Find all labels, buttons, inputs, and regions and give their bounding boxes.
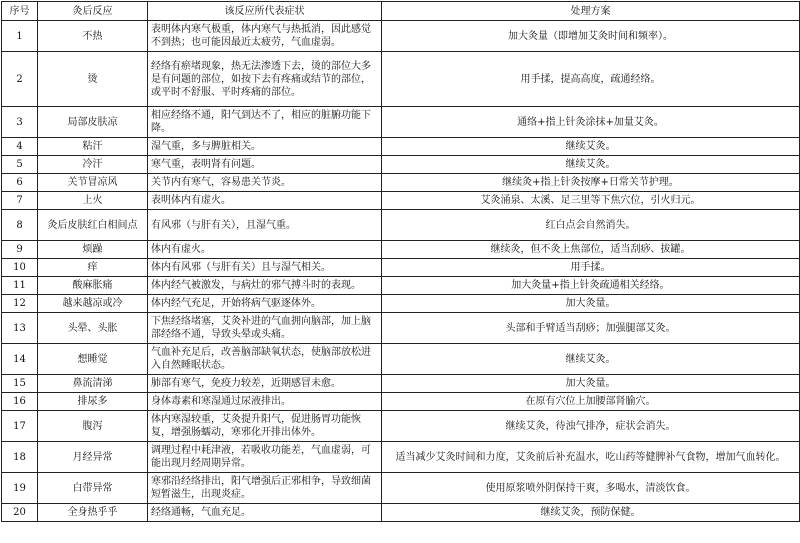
row-symptom: 肺部有寒气，免疫力较差，近期感冒未愈。 — [148, 375, 382, 393]
row-index: 13 — [2, 313, 38, 344]
row-symptom: 体内有风邪（与肝有关）且与湿气相关。 — [148, 259, 382, 277]
row-treatment: 用手揉，提高高度，疏通经络。 — [382, 52, 800, 107]
table-row — [2, 21, 800, 52]
row-symptom: 体内经气充足，开始将病气驱逐体外。 — [148, 295, 382, 313]
table-row — [2, 156, 800, 174]
row-symptom: 体内有虚火。 — [148, 241, 382, 259]
table-row — [2, 52, 800, 107]
table-row — [2, 411, 800, 442]
row-index: 11 — [2, 277, 38, 295]
row-treatment: 在原有穴位上加腰部肾腧穴。 — [382, 393, 800, 411]
row-treatment: 继续艾灸。 — [382, 138, 800, 156]
row-reaction: 上火 — [38, 192, 148, 210]
row-index: 5 — [2, 156, 38, 174]
row-index: 18 — [2, 442, 38, 473]
header-reaction: 灸后反应 — [38, 2, 148, 21]
row-reaction: 烫 — [38, 52, 148, 107]
header-treatment: 处理方案 — [382, 2, 800, 21]
table-row — [2, 107, 800, 138]
row-treatment: 适当减少艾灸时间和力度，艾灸前后补充温水，吃山药等健脾补气食物，增加气血转化。 — [382, 442, 800, 473]
row-treatment: 加大灸量+指上针灸疏通相关经络。 — [382, 277, 800, 295]
row-symptom: 调理过程中耗津液，若吸收功能差，气血虚弱，可能出现月经周期异常。 — [148, 442, 382, 473]
table-row — [2, 259, 800, 277]
row-symptom: 气血补充足后，改善脑部缺氧状态，使脑部放松进入自然睡眠状态。 — [148, 344, 382, 375]
row-treatment: 继续灸，但不灸上焦部位，适当刮痧、拔罐。 — [382, 241, 800, 259]
table-row — [2, 504, 800, 522]
table-row — [2, 192, 800, 210]
row-reaction: 痒 — [38, 259, 148, 277]
row-index: 15 — [2, 375, 38, 393]
table-row — [2, 277, 800, 295]
row-reaction: 关节冒凉风 — [38, 174, 148, 192]
table-row — [2, 375, 800, 393]
row-index: 19 — [2, 473, 38, 504]
row-reaction: 烦躁 — [38, 241, 148, 259]
row-index: 7 — [2, 192, 38, 210]
row-symptom: 下焦经络堵塞，艾灸补进的气血拥向脑部，加上脑部经络不通，导致头晕或头痛。 — [148, 313, 382, 344]
row-index: 12 — [2, 295, 38, 313]
row-treatment: 继续艾灸，预防保健。 — [382, 504, 800, 522]
row-reaction: 腹泻 — [38, 411, 148, 442]
row-reaction: 鼻流清涕 — [38, 375, 148, 393]
row-index: 1 — [2, 21, 38, 52]
row-symptom: 寒邪沿经络排出，阳气增强后正邪相争，导致细菌短暂滋生，出现炎症。 — [148, 473, 382, 504]
row-index: 4 — [2, 138, 38, 156]
header-index: 序号 — [2, 2, 38, 21]
row-index: 2 — [2, 52, 38, 107]
table-row — [2, 210, 800, 241]
table-header-row — [2, 2, 800, 21]
row-symptom: 身体毒素和寒湿通过尿液排出。 — [148, 393, 382, 411]
row-treatment: 艾灸涌泉、太溪、足三里等下焦穴位，引火归元。 — [382, 192, 800, 210]
row-symptom: 经络通畅，气血充足。 — [148, 504, 382, 522]
row-reaction: 冷汗 — [38, 156, 148, 174]
row-index: 6 — [2, 174, 38, 192]
table-row — [2, 138, 800, 156]
row-treatment: 头部和手臂适当刮痧；加强腿部艾灸。 — [382, 313, 800, 344]
row-reaction: 酸麻胀痛 — [38, 277, 148, 295]
row-index: 3 — [2, 107, 38, 138]
row-reaction: 头晕、头胀 — [38, 313, 148, 344]
table-row — [2, 344, 800, 375]
row-reaction: 月经异常 — [38, 442, 148, 473]
row-reaction: 越来越凉或冷 — [38, 295, 148, 313]
row-symptom: 体内经气被激发，与病灶的邪气搏斗时的表现。 — [148, 277, 382, 295]
row-treatment: 继续艾灸，待浊气排净，症状会消失。 — [382, 411, 800, 442]
row-treatment: 使用原浆喷外阴保持干爽，多喝水，清淡饮食。 — [382, 473, 800, 504]
row-reaction: 排尿多 — [38, 393, 148, 411]
row-symptom: 寒气重，表明肾有问题。 — [148, 156, 382, 174]
row-index: 20 — [2, 504, 38, 522]
row-treatment: 加大灸量。 — [382, 295, 800, 313]
row-reaction: 想睡觉 — [38, 344, 148, 375]
row-reaction: 白带异常 — [38, 473, 148, 504]
row-treatment: 加大灸量。 — [382, 375, 800, 393]
row-index: 16 — [2, 393, 38, 411]
row-reaction: 灸后皮肤红白相间点 — [38, 210, 148, 241]
row-reaction: 不热 — [38, 21, 148, 52]
row-reaction: 局部皮肤凉 — [38, 107, 148, 138]
table-row — [2, 295, 800, 313]
row-index: 14 — [2, 344, 38, 375]
row-reaction: 粘汗 — [38, 138, 148, 156]
row-index: 17 — [2, 411, 38, 442]
row-symptom: 表明体内寒气极重，体内寒气与热抵消，因此感觉不到热；也可能因最近太疲劳，气血虚弱。 — [148, 21, 382, 52]
row-treatment: 继续灸+指上针灸按摩+日常关节护理。 — [382, 174, 800, 192]
header-symptom: 该反应所代表症状 — [148, 2, 382, 21]
row-index: 10 — [2, 259, 38, 277]
row-index: 9 — [2, 241, 38, 259]
row-treatment: 加大灸量（即增加艾灸时间和频率）。 — [382, 21, 800, 52]
table-row — [2, 313, 800, 344]
row-symptom: 相应经络不通，阳气到达不了，相应的脏腑功能下降。 — [148, 107, 382, 138]
row-treatment: 继续艾灸。 — [382, 156, 800, 174]
moxibustion-reaction-table — [1, 1, 800, 522]
row-symptom: 表明体内有虚火。 — [148, 192, 382, 210]
table-row — [2, 473, 800, 504]
row-treatment: 继续艾灸。 — [382, 344, 800, 375]
row-reaction: 全身热乎乎 — [38, 504, 148, 522]
row-treatment: 用手揉。 — [382, 259, 800, 277]
row-symptom: 关节内有寒气，容易患关节炎。 — [148, 174, 382, 192]
table-row — [2, 393, 800, 411]
row-index: 8 — [2, 210, 38, 241]
row-symptom: 湿气重，多与脾脏相关。 — [148, 138, 382, 156]
table-row — [2, 174, 800, 192]
row-symptom: 经络有瘀堵现象，热无法渗透下去，烫的部位大多是有问题的部位，如按下去有疼痛或结节的部位，或平时不舒服、平时疼痛的部位。 — [148, 52, 382, 107]
table-row — [2, 442, 800, 473]
table-row — [2, 241, 800, 259]
row-symptom: 有风邪（与肝有关），且湿气重。 — [148, 210, 382, 241]
row-symptom: 体内寒湿较重，艾灸提升阳气，促进肠胃功能恢复，增强肠蠕动，寒邪化开排出体外。 — [148, 411, 382, 442]
row-treatment: 通络+指上针灸涂抹+加量艾灸。 — [382, 107, 800, 138]
row-treatment: 红白点会自然消失。 — [382, 210, 800, 241]
